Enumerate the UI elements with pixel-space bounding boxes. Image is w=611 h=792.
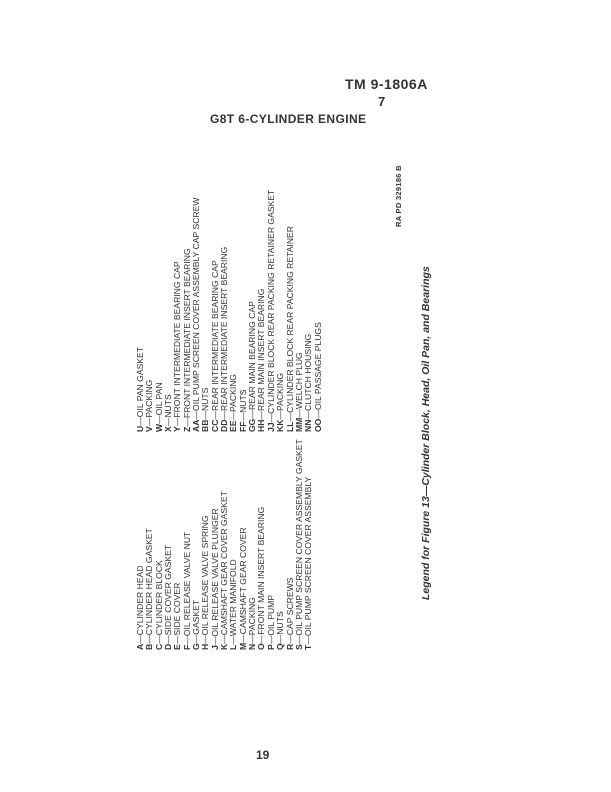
legend-separator: — xyxy=(228,636,239,645)
legend-separator: — xyxy=(303,410,314,420)
legend-text: REAR INTERMEDIATE BEARING CAP xyxy=(209,260,220,411)
legend-separator: — xyxy=(200,410,211,420)
legend-separator: — xyxy=(284,635,295,644)
legend-text: FRONT INTERMEDIATE BEARING CAP xyxy=(172,261,183,418)
legend-text: WATER MANIFOLD xyxy=(228,559,239,637)
legend-text: OIL PUMP SCREEN COVER ASSEMBLY GASKET xyxy=(293,439,304,636)
legend-text: FRONT INTERMEDIATE INSERT BEARING xyxy=(181,248,192,419)
legend-separator: — xyxy=(144,635,155,644)
legend-text: CYLINDER BLOCK REAR PACKING RETAINER GASKET xyxy=(265,189,276,414)
legend-text: PACKING xyxy=(144,379,155,418)
legend-separator: — xyxy=(209,636,220,646)
legend-key: B xyxy=(144,643,155,650)
legend-key: EE xyxy=(228,420,239,432)
legend-key: F xyxy=(181,644,192,650)
legend-separator: — xyxy=(265,413,276,423)
legend-separator: — xyxy=(200,635,211,644)
legend-key: U xyxy=(135,425,145,432)
legend-key: C xyxy=(153,643,164,650)
legend-separator: — xyxy=(172,417,183,427)
legend-key: OO xyxy=(312,418,323,432)
legend-text: SIDE COVER GASKET xyxy=(163,544,174,636)
legend-separator: — xyxy=(312,410,323,419)
legend-text: SIDE COVER xyxy=(172,582,183,636)
legend-text: FRONT MAIN INSERT BEARING xyxy=(256,506,267,635)
legend-key: T xyxy=(303,644,314,650)
legend-key: NN xyxy=(303,419,314,432)
legend-item xyxy=(314,190,323,432)
legend-text: GASKET xyxy=(191,599,202,635)
legend-key: X xyxy=(163,426,174,432)
legend-text: PACKING xyxy=(228,373,239,412)
legend-text: NUTS xyxy=(200,387,211,411)
legend-key: R xyxy=(284,643,295,650)
legend-key: K xyxy=(219,643,230,650)
ra-pd-code: RA PD 329186 B xyxy=(394,165,403,227)
legend-key: L xyxy=(228,644,239,650)
legend-separator: — xyxy=(172,635,183,645)
legend-key: V xyxy=(144,426,155,432)
legend-separator: — xyxy=(265,635,276,645)
legend-text: OIL RELEASE VALVE SPRING xyxy=(200,515,211,636)
legend-separator: — xyxy=(228,411,239,421)
legend-key: JJ xyxy=(265,422,276,432)
legend-separator: — xyxy=(135,635,145,644)
legend-key: E xyxy=(172,644,183,650)
legend-separator: — xyxy=(275,410,286,420)
legend-separator: — xyxy=(209,410,220,420)
legend-text: CLUTCH HOUSING xyxy=(303,333,314,411)
legend-separator: — xyxy=(191,410,202,420)
legend-key: S xyxy=(293,644,304,650)
legend-separator: — xyxy=(144,417,155,427)
legend-key: H xyxy=(200,643,211,650)
legend-key: W xyxy=(153,423,164,432)
legend-separator: — xyxy=(191,634,202,644)
legend-text: NUTS xyxy=(163,394,174,418)
legend-separator: — xyxy=(181,418,192,427)
legend-separator: — xyxy=(293,409,304,418)
legend-key: HH xyxy=(256,419,267,432)
tm-number: TM 9-1806A xyxy=(345,76,428,92)
legend-text: CYLINDER HEAD xyxy=(135,565,145,636)
legend-text: REAR MAIN BEARING CAP xyxy=(247,301,258,411)
legend-separator: — xyxy=(303,636,314,645)
legend-separator: — xyxy=(237,634,248,643)
legend-separator: — xyxy=(256,634,267,644)
legend-text: OIL RELEASE VALVE PLUNGER xyxy=(209,508,220,637)
legend-text: OIL PUMP SCREEN COVER ASSEMBLY xyxy=(303,476,314,637)
legend-text: PACKING xyxy=(247,597,258,636)
legend-key: P xyxy=(265,644,276,650)
legend-text: REAR INTERMEDIATE INSERT BEARING xyxy=(219,246,230,411)
legend-key: DD xyxy=(219,419,230,432)
legend-key: GG xyxy=(247,418,258,432)
legend-separator: — xyxy=(135,417,145,426)
figure-caption: Legend for Figure 13—Cylinder Block, Head, Oil Pan, and Bearings xyxy=(420,266,432,600)
legend-text: CYLINDER BLOCK xyxy=(153,560,164,636)
legend-text: CAP SCREWS xyxy=(284,577,295,636)
legend-text: WELCH PLUG xyxy=(293,352,304,410)
legend-text: OIL PAN GASKET xyxy=(135,346,145,418)
legend-key: AA xyxy=(191,419,202,432)
legend-key: CC xyxy=(209,419,220,432)
legend-separator: — xyxy=(163,635,174,644)
legend-text: PACKING xyxy=(275,372,286,411)
tm-page-number: 7 xyxy=(378,94,386,109)
legend-separator: — xyxy=(153,415,164,424)
page-number: 19 xyxy=(256,748,270,762)
legend-text: REAR MAIN INSERT BEARING xyxy=(256,288,267,411)
legend-key: BB xyxy=(200,419,211,432)
legend-separator: — xyxy=(237,412,248,422)
legend-key: D xyxy=(163,643,174,650)
engine-title: G8T 6-CYLINDER ENGINE xyxy=(210,112,367,126)
legend-separator: — xyxy=(256,410,267,420)
legend-text: OIL RELEASE VALVE NUT xyxy=(181,531,192,637)
legend-key: M xyxy=(237,642,248,650)
legend-right-column xyxy=(136,190,323,432)
legend-text: OIL PAN xyxy=(153,382,164,416)
legend-key: A xyxy=(135,643,145,650)
legend-separator: — xyxy=(219,410,230,420)
legend-separator: — xyxy=(275,634,286,644)
legend-separator: — xyxy=(181,636,192,645)
legend-key: Q xyxy=(275,643,286,650)
legend-left-column xyxy=(136,439,314,650)
legend-key: N xyxy=(247,643,258,650)
legend-key: LL xyxy=(284,421,295,432)
legend-text: OIL PASSAGE PLUGS xyxy=(312,322,323,411)
legend-text: CAMSHAFT GEAR COVER xyxy=(237,527,248,635)
legend-separator: — xyxy=(247,410,258,419)
legend-separator: — xyxy=(284,412,295,422)
legend-text: NUTS xyxy=(275,611,286,635)
legend-key: MM xyxy=(293,417,304,432)
legend-separator: — xyxy=(219,635,230,644)
legend-key: Z xyxy=(181,426,192,432)
legend-key: Y xyxy=(172,426,183,432)
legend-separator: — xyxy=(247,635,258,644)
legend-key: G xyxy=(191,643,202,650)
legend-key: J xyxy=(209,645,220,650)
legend-text: OIL PUMP SCREEN COVER ASSEMBLY CAP SCREW xyxy=(191,197,202,411)
legend-separator: — xyxy=(293,635,304,645)
legend-item xyxy=(304,439,313,650)
legend-text: NUTS xyxy=(237,389,248,413)
legend-separator: — xyxy=(153,635,164,644)
legend-separator: — xyxy=(163,417,174,427)
legend-key: KK xyxy=(275,419,286,432)
legend-text: OIL PUMP xyxy=(265,594,276,636)
legend-text: CYLINDER HEAD GASKET xyxy=(144,528,155,636)
legend-text: CAMSHAFT GEAR COVER GASKET xyxy=(219,491,230,636)
legend-key: O xyxy=(256,643,267,650)
legend-text: CYLINDER BLOCK REAR PACKING RETAINER xyxy=(284,226,295,413)
legend-key: FF xyxy=(237,421,248,432)
